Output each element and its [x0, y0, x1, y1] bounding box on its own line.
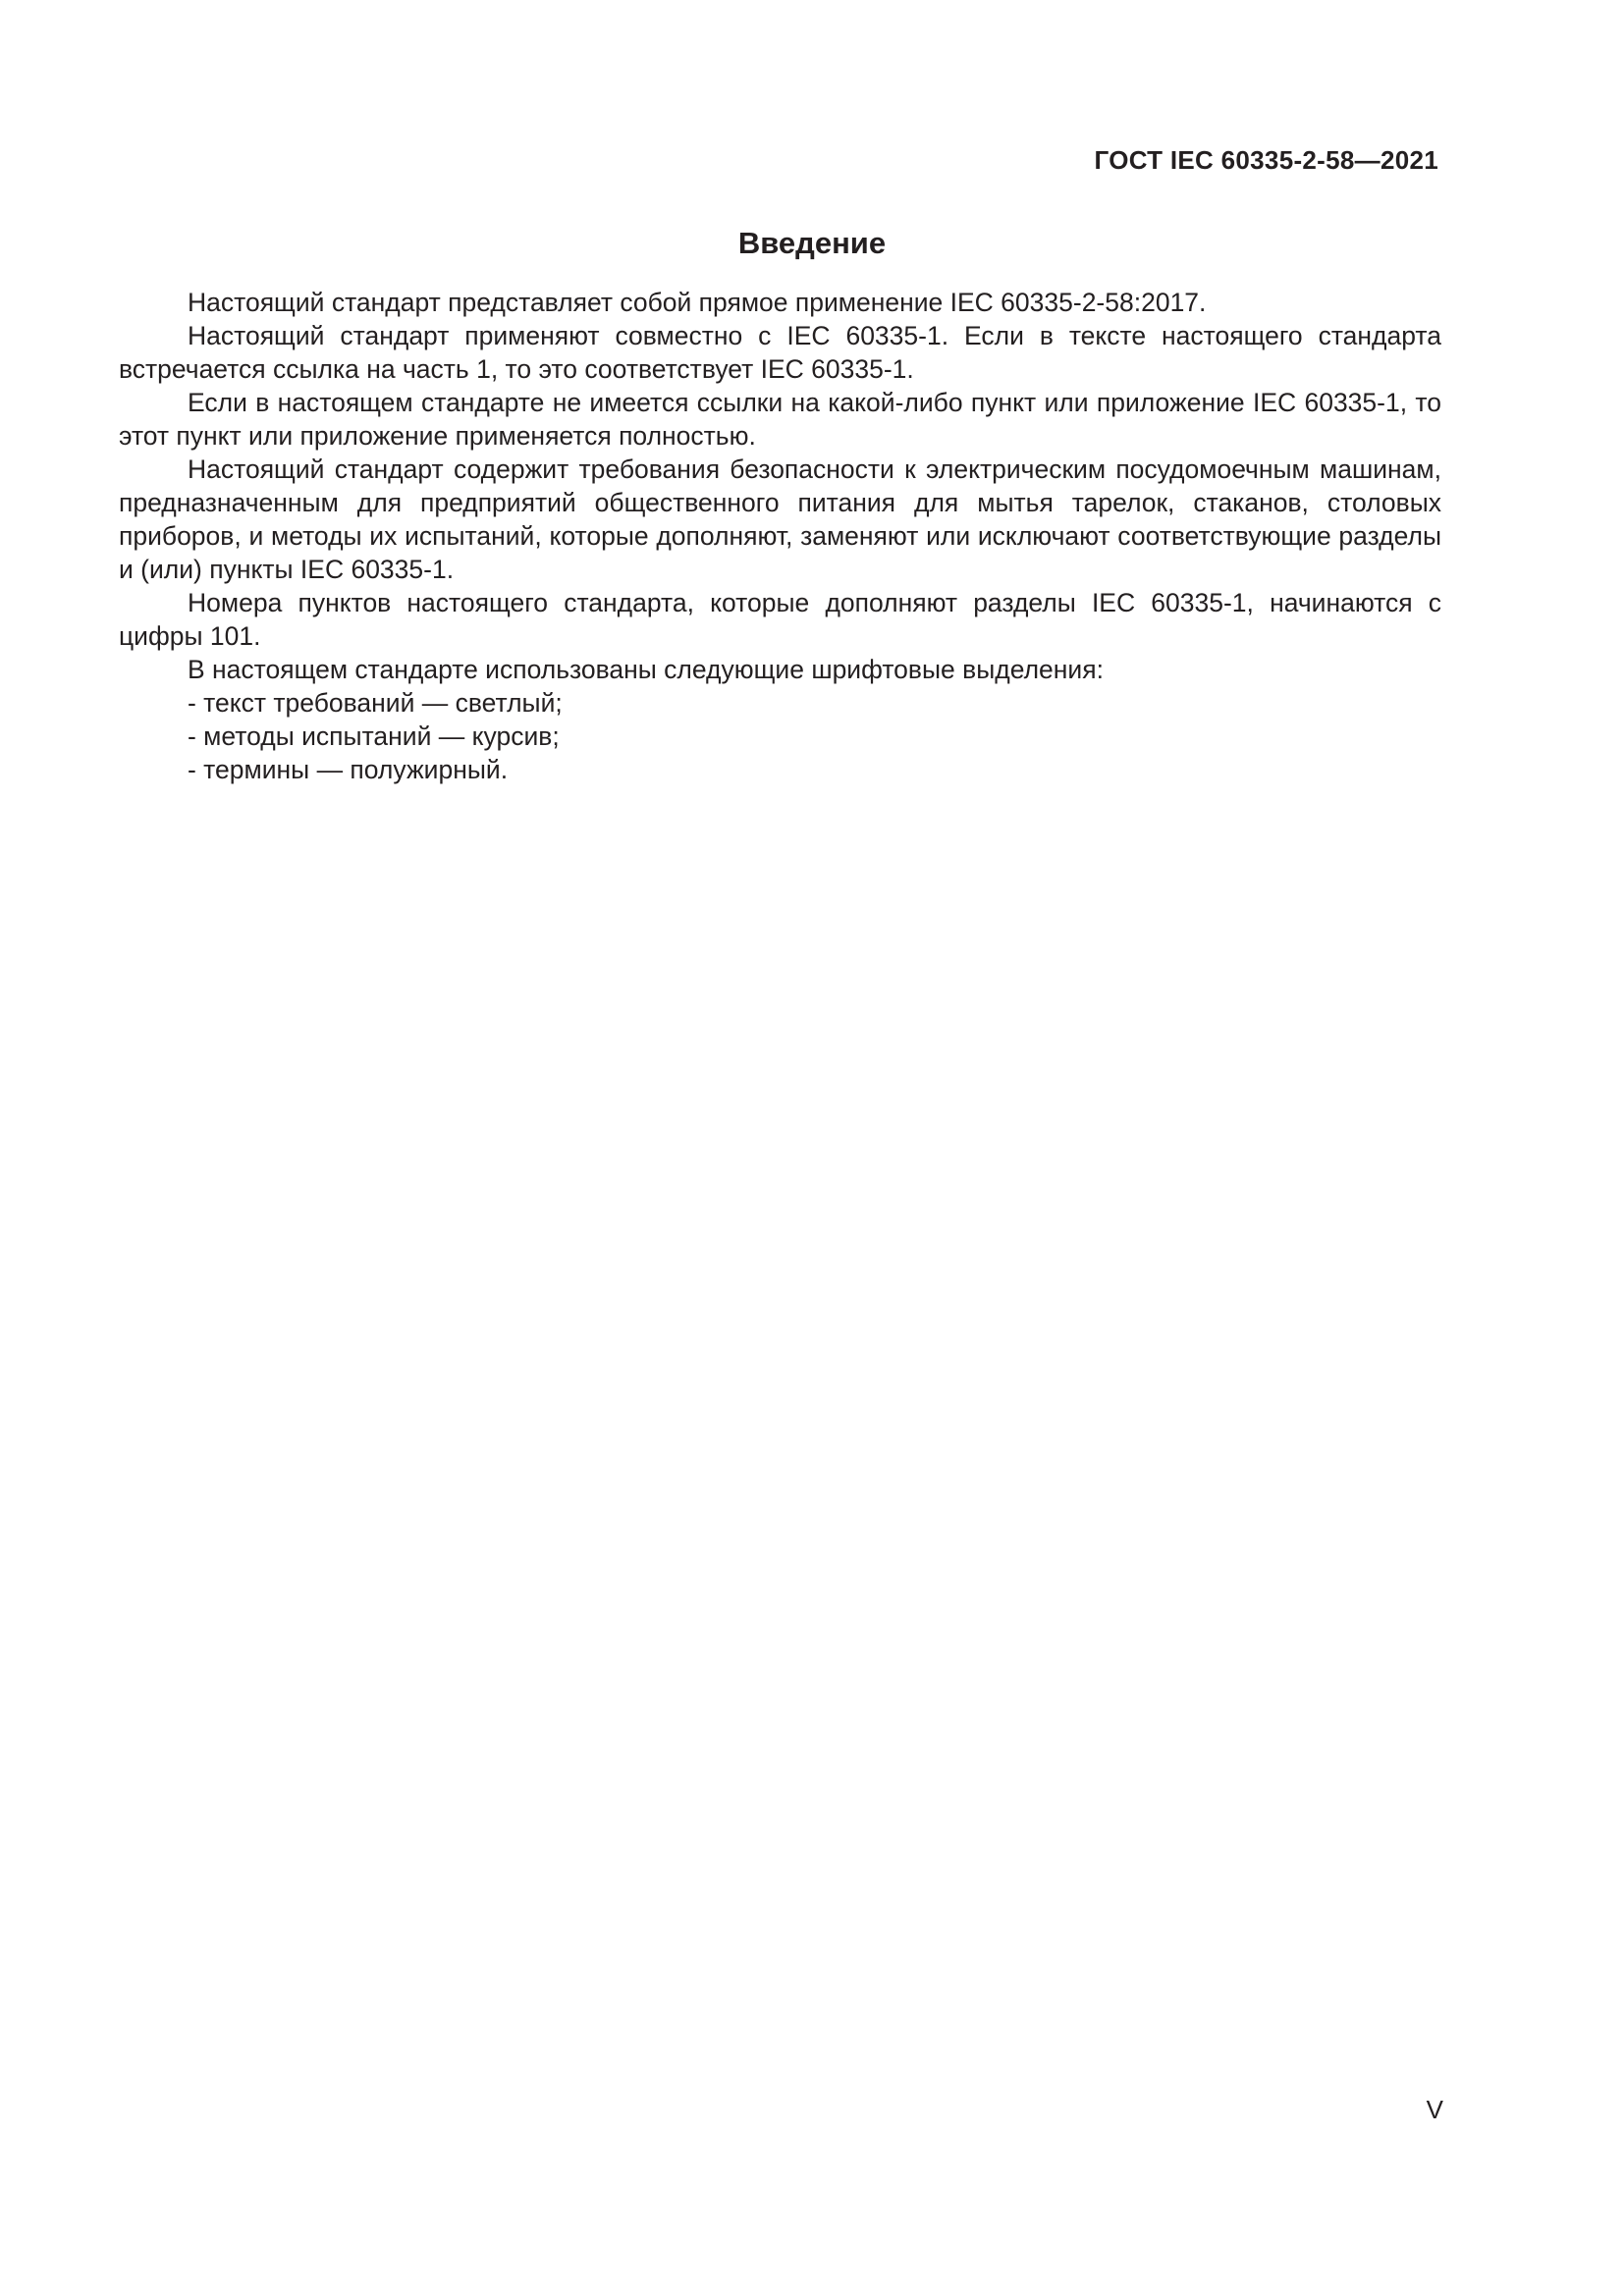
- document-code: ГОСТ IEC 60335-2-58—2021: [1094, 145, 1438, 175]
- paragraph: В настоящем стандарте использованы следующие шрифтовые выделения:: [188, 655, 1104, 684]
- paragraph: Настоящий стандарт применяют совместно с IEC 60335-1. Если в тексте настоящего стандарта встречается ссылка на часть 1, то это соответствует IEC 60335-1.: [119, 321, 1441, 384]
- list-item: - текст требований — светлый;: [188, 688, 563, 718]
- section-body: [119, 286, 1441, 786]
- page-number: V: [1426, 2095, 1443, 2124]
- paragraph: Если в настоящем стандарте не имеется ссылки на какой-либо пункт или приложение IEC 60335-1, то этот пункт или приложение применяется полностью.: [119, 388, 1441, 451]
- section-title: Введение: [737, 226, 887, 260]
- list-item: - термины — полужирный.: [188, 755, 509, 784]
- paragraph: Настоящий стандарт представляет собой прямое применение IEC 60335-2-58:2017.: [188, 288, 1207, 317]
- paragraph: Настоящий стандарт содержит требования безопасности к электрическим посудомоечным машинам, предназначенным для предприятий общественного питания для мытья тарелок, стаканов, столовых приборов, и методы их испытаний, которые дополняют, заменяют или исключают соответствующие разделы и (или) пункты IEC 60335-1.: [119, 454, 1441, 584]
- list-item: - методы испытаний — курсив;: [188, 721, 560, 751]
- paragraph: Номера пунктов настоящего стандарта, которые дополняют разделы IEC 60335-1, начинаются с цифры 101.: [119, 588, 1441, 651]
- font-style-list: [119, 686, 1441, 786]
